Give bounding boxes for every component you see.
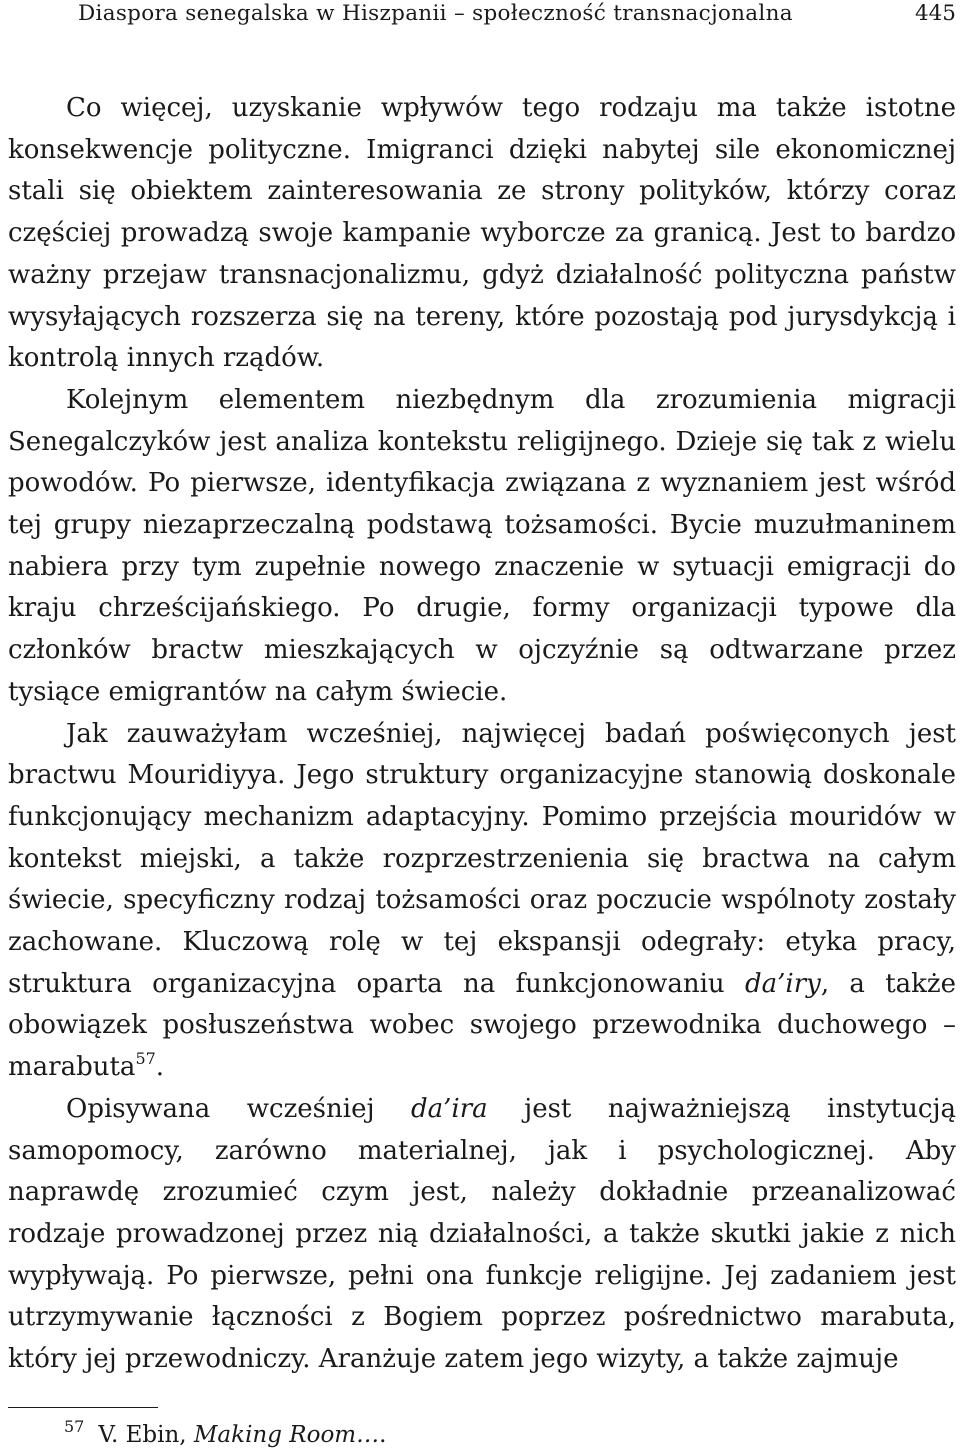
document-page (8, 0, 956, 1454)
footnote-number: 57 (64, 1417, 85, 1436)
paragraph-text: , a także obowiązek posłuszeństwa wobec swojego przewodnika duchowego – marabuta (8, 968, 956, 1083)
footnote-reference: 57 (135, 1049, 156, 1069)
paragraph (8, 714, 956, 1089)
footnote (64, 1417, 387, 1450)
footnote-text: . (379, 1422, 387, 1448)
paragraph (8, 380, 956, 714)
footnote-text: V. Ebin, (98, 1422, 194, 1448)
paragraph-text: jest najważniejszą instytucją samopomocy, zarówno materialnej, jak i psychologicznej. Aby naprawdę zrozumieć czym jest, należy dokładnie przeanalizować rodzaje prowadzonej przez nią działalności, a także skutki jakie z nich wypływają. Po pierwsze, pełni ona funkcje religijne. Jej zadaniem jest utrzymywanie łączności z Bogiem poprzez pośrednictwo marabuta, który jej przewodniczy. Aranżuje zatem jego wizyty, a także zajmuje (8, 1093, 957, 1375)
paragraph-text: . (155, 1052, 165, 1083)
running-header (8, 0, 956, 30)
footnote-separator (8, 1407, 158, 1408)
italic-term: da’iry (744, 968, 821, 999)
paragraph-text: Opisywana wcześniej (66, 1093, 412, 1124)
paragraph (8, 88, 956, 380)
body-text (8, 88, 956, 1381)
running-header-title: Diaspora senegalska w Hiszpanii – społeczność transnacjonalna (78, 1, 793, 26)
italic-term: da’ira (411, 1093, 488, 1124)
paragraph-text: Jak zauważyłam wcześniej, najwięcej badań poświęconych jest bractwu Mouridiyya. Jego struktury organizacyjne stanowią doskonale funkcjonujący mechanizm adaptacyjny. Pomimo przejścia mouridów w kontekst miejski, a także rozprzestrzenienia się bractwa na całym świecie, specyficzny rodzaj tożsamości oraz poczucie wspólnoty zostały zachowane. Kluczową rolę w tej ekspansji odegrały: etyka pracy, struktura organizacyjna oparta na funkcjonowaniu (8, 718, 956, 999)
paragraph-text: Co więcej, uzyskanie wpływów tego rodzaju ma także istotne konsekwencje polityczne. Imigranci dzięki nabytej sile ekonomicznej stali się obiektem zainteresowania ze strony polityków, którzy coraz częściej prowadzą swoje kampanie wyborcze za granicą. Jest to bardzo ważny przejaw transnacjonalizmu, gdyż działalność polityczna państw wysyłających rozszerza się na tereny, które pozostają pod jurysdykcją i kontrolą innych rządów. (8, 93, 956, 374)
page-number: 445 (914, 1, 956, 26)
footnote-title: Making Room… (193, 1422, 380, 1448)
paragraph-text: Kolejnym elementem niezbędnym dla zrozumienia migracji Senegalczyków jest analiza kontekstu religijnego. Dzieje się tak z wielu powodów. Po pierwsze, identyfikacja związana z wyznaniem jest wśród tej grupy niezaprzeczalną podstawą tożsamości. Bycie muzułmaninem nabiera przy tym zupełnie nowego znaczenie w sytuacji emigracji do kraju chrześcijańskiego. Po drugie, formy organizacji typowe dla członków bractw mieszkających w ojczyźnie są odtwarzane przez tysiące emigrantów na całym świecie. (8, 384, 956, 707)
paragraph (8, 1089, 956, 1381)
